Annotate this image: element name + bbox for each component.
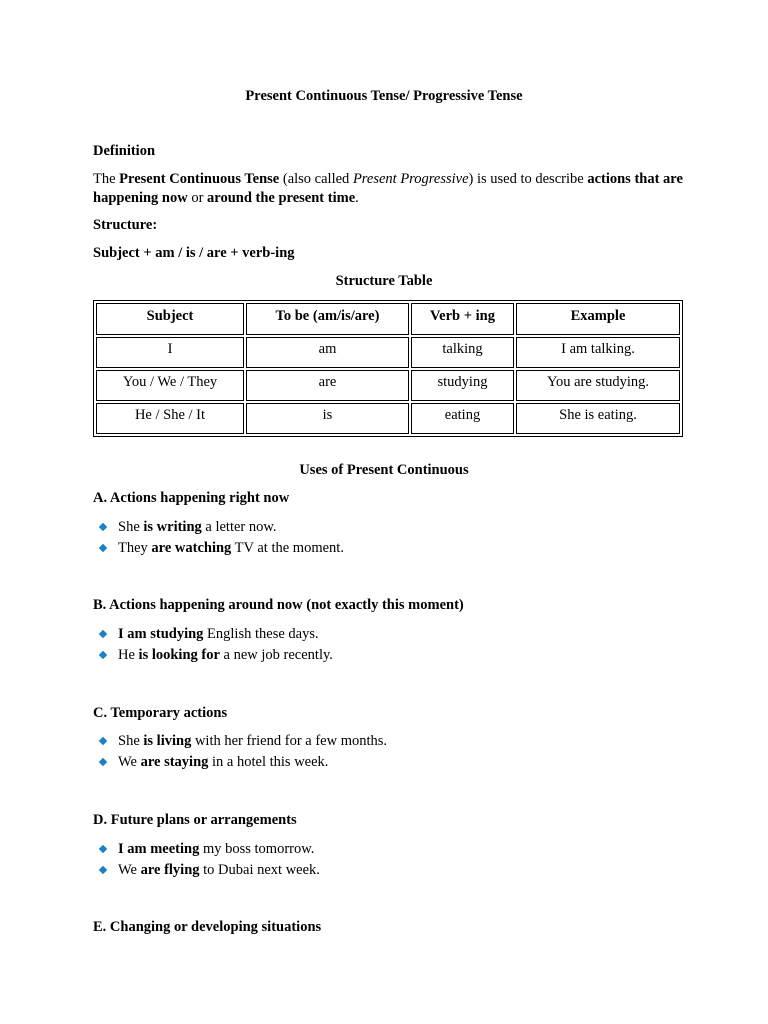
item-text: in a hotel this week. [208,754,329,770]
item-text: TV at the moment. [231,540,344,556]
structure-heading: Structure: [93,217,158,233]
item-verb: are flying [140,862,200,878]
definition-heading: Definition [93,143,156,159]
diamond-bullet-icon [99,651,107,659]
list-item [98,731,387,752]
table-cell: am [246,337,409,368]
section-c-list [98,731,387,773]
item-text: We [118,862,141,878]
table-cell: I am talking. [516,337,680,368]
definition-text: ) is used to describe [468,171,588,187]
uses-title: Uses of Present Continuous [299,462,469,478]
definition-alt-term: Present Progressive [352,171,469,187]
item-text: my boss tomorrow. [199,841,315,857]
table-cell: is [246,403,409,434]
diamond-bullet-icon [99,758,107,766]
item-verb: are staying [140,754,209,770]
item-text: They [118,540,152,556]
item-text: a new job recently. [219,647,333,663]
item-text: a letter now. [201,519,277,535]
definition-text: (also called [279,171,353,187]
item-text: She [118,519,144,535]
section-d-list [98,839,320,881]
structure-table [93,300,683,437]
section-a-heading: A. Actions happening right now [93,490,290,506]
item-text: with her friend for a few months. [191,733,388,749]
item-verb: I am studying [118,626,204,642]
diamond-bullet-icon [99,523,107,531]
definition-text: The [93,171,120,187]
section-b-heading: B. Actions happening around now (not exactly this moment) [93,597,464,613]
table-cell: I [96,337,244,368]
definition-emphasis: around the present time [207,190,356,206]
item-verb: is writing [143,519,202,535]
item-text: to Dubai next week. [199,862,320,878]
table-cell: talking [411,337,514,368]
table-header-row [96,303,680,335]
table-header-cell: Subject [96,303,244,335]
item-text: She [118,733,144,749]
definition-paragraph [93,170,683,208]
list-item [98,645,333,666]
list-item [98,752,387,773]
item-verb: is looking for [138,647,220,663]
diamond-bullet-icon [99,630,107,638]
table-cell: You / We / They [96,370,244,401]
table-header-cell: Verb + ing [411,303,514,335]
table-cell: eating [411,403,514,434]
table-cell: are [246,370,409,401]
table-header-cell: Example [516,303,680,335]
section-b-list [98,624,333,666]
section-d-heading: D. Future plans or arrangements [93,812,297,828]
diamond-bullet-icon [99,866,107,874]
item-text: He [118,647,139,663]
definition-emphasis: actions that are happening now [93,171,683,206]
list-item [98,517,344,538]
item-text: We [118,754,141,770]
table-row [96,370,680,401]
list-item [98,860,320,881]
structure-table-title: Structure Table [335,273,433,289]
definition-text: or [187,190,208,206]
item-verb: I am meeting [118,841,200,857]
diamond-bullet-icon [99,544,107,552]
item-text: English these days. [203,626,319,642]
list-item [98,839,320,860]
list-item [98,624,333,645]
structure-formula: Subject + am / is / are + verb-ing [93,245,295,261]
page-title: Present Continuous Tense/ Progressive Tense [245,88,523,104]
table-header-cell: To be (am/is/are) [246,303,409,335]
table-cell: studying [411,370,514,401]
diamond-bullet-icon [99,737,107,745]
definition-term: Present Continuous Tense [119,171,280,187]
list-item [98,538,344,559]
section-e-heading: E. Changing or developing situations [93,919,322,935]
section-c-heading: C. Temporary actions [93,705,228,721]
definition-text: . [355,190,359,206]
table-row [96,403,680,434]
diamond-bullet-icon [99,845,107,853]
section-a-list [98,517,344,559]
table-cell: She is eating. [516,403,680,434]
item-verb: are watching [151,540,232,556]
table-row [96,337,680,368]
item-verb: is living [143,733,192,749]
table-cell: He / She / It [96,403,244,434]
table-cell: You are studying. [516,370,680,401]
